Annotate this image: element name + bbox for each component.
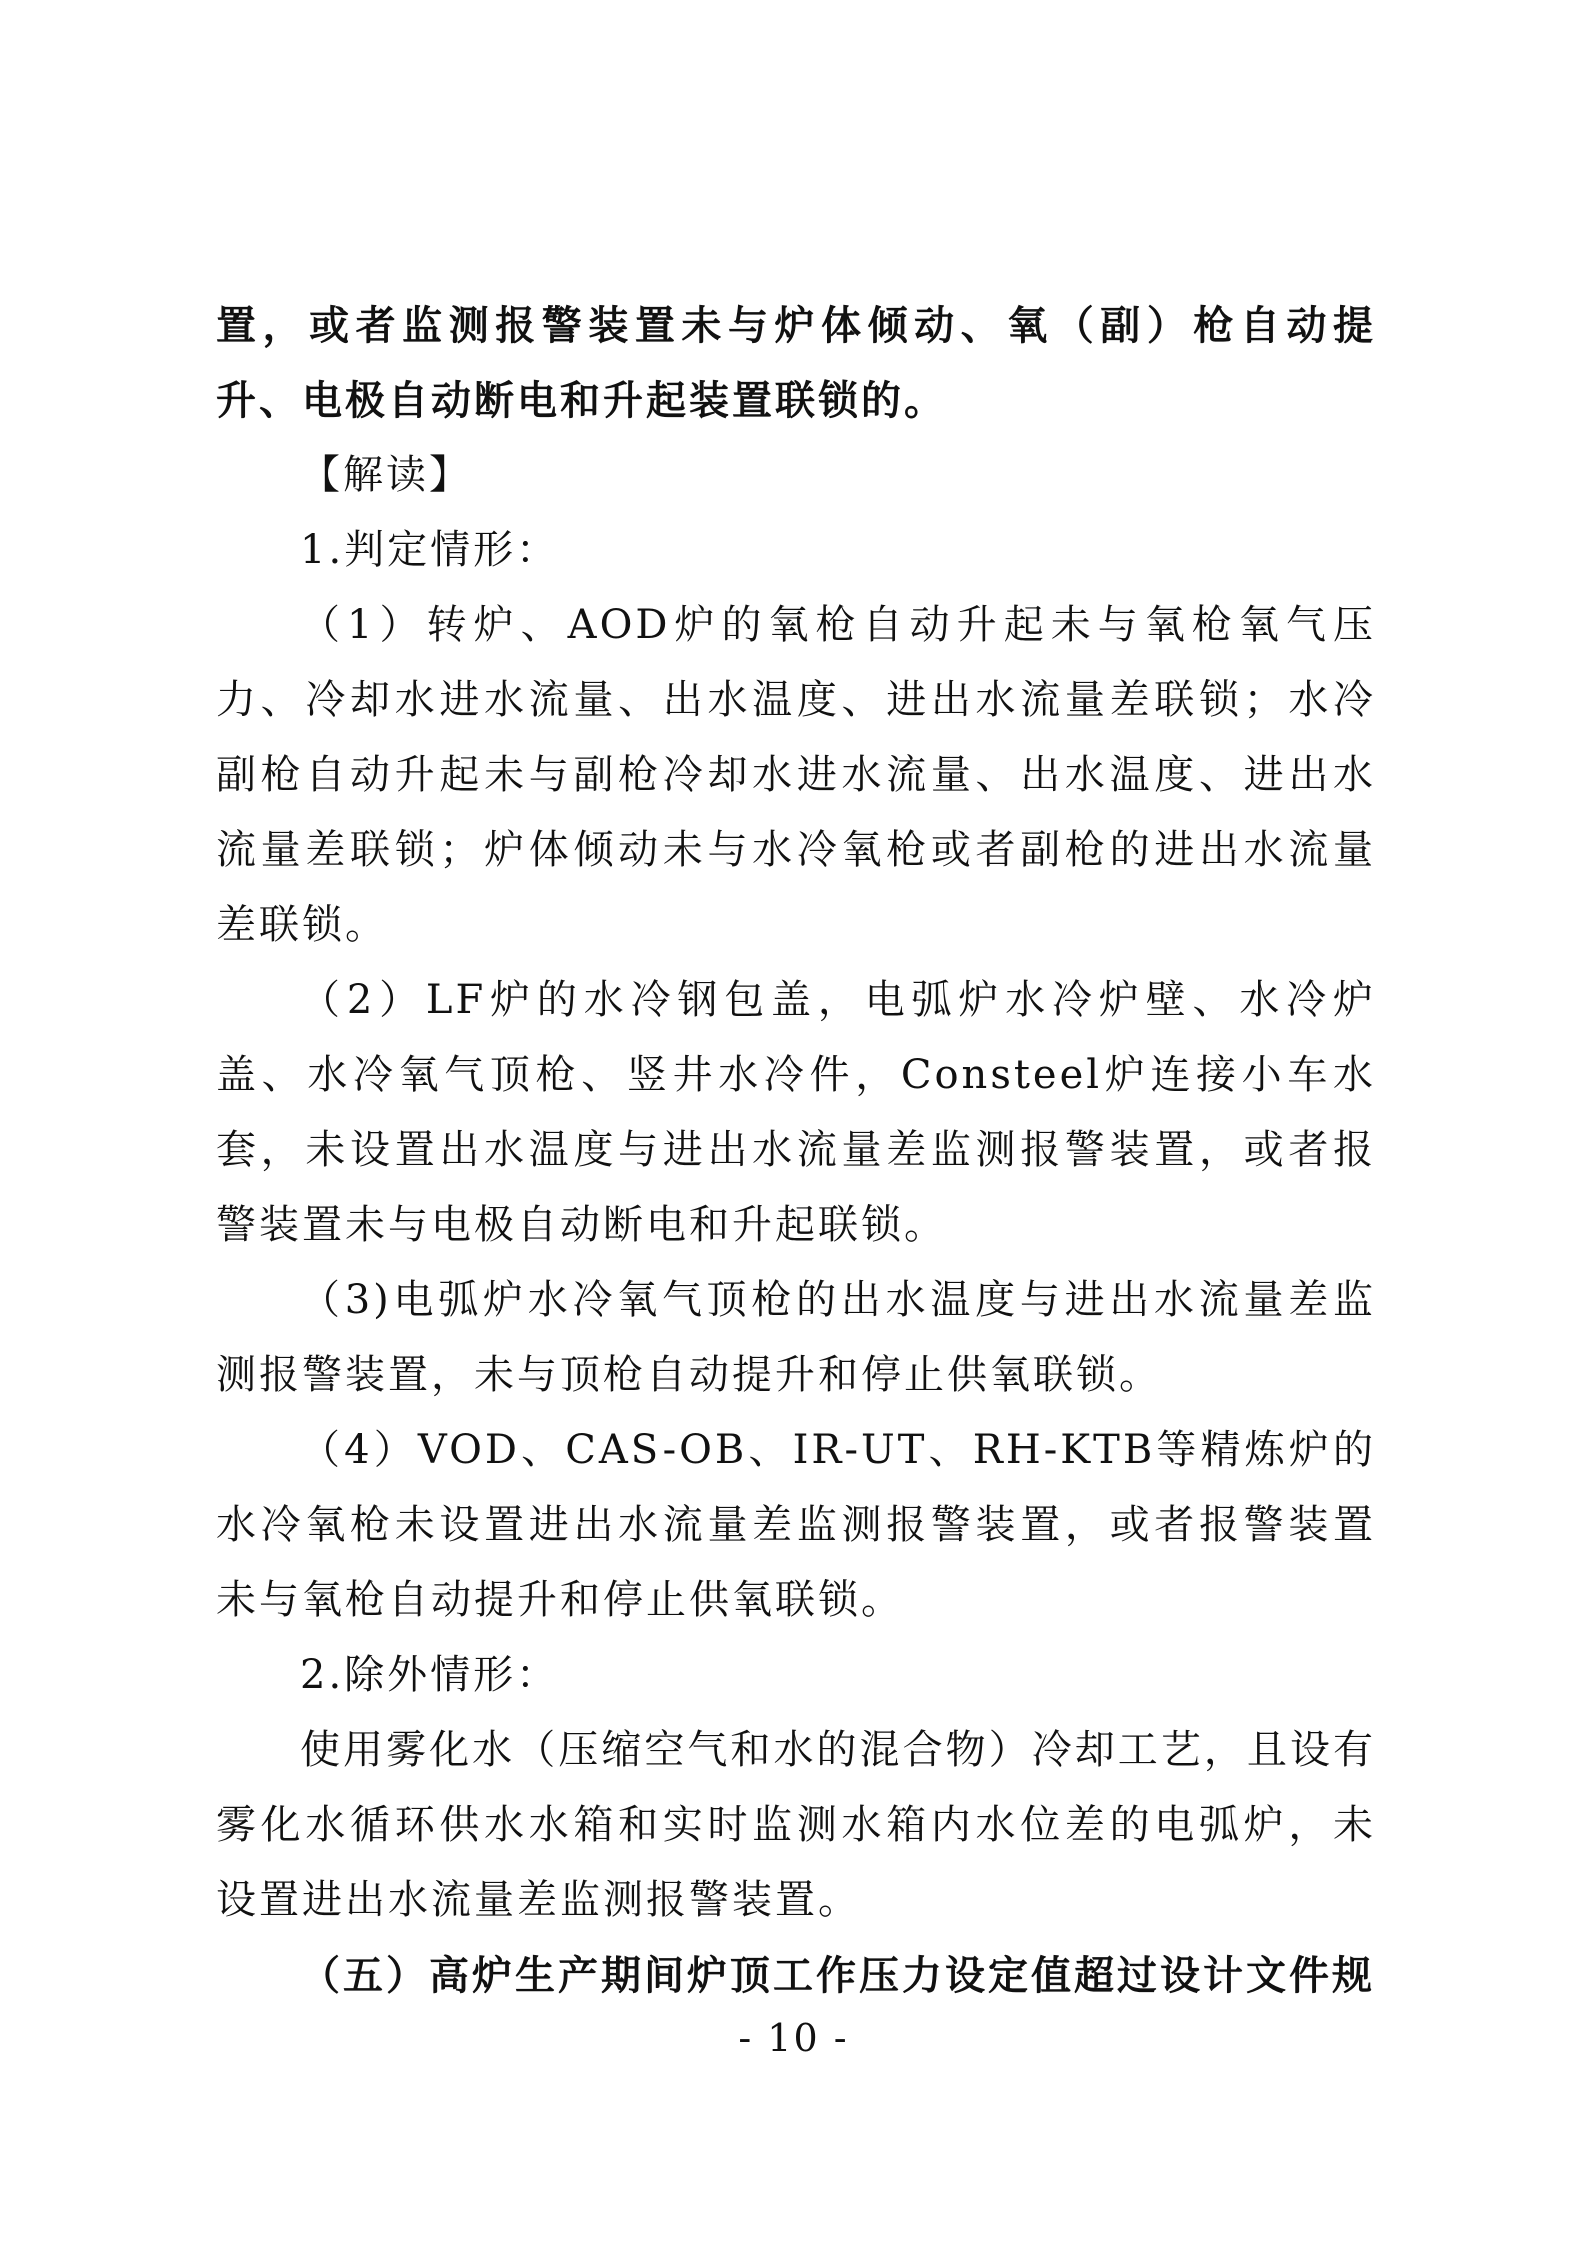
document-body — [216, 288, 1376, 2013]
paragraph-item-4: （4）VOD、CAS-OB、IR-UT、RH-KTB等精炼炉的水冷氧枪未设置进出水流量差监测报警装置，或者报警装置未与氧枪自动提升和停止供氧联锁。 — [216, 1427, 1376, 1623]
section-label-interpretation: 【解读】 — [300, 452, 472, 498]
paragraph-exclusion: 使用雾化水（压缩空气和水的混合物）冷却工艺，且设有雾化水循环供水水箱和实时监测水箱内水位差的电弧炉，未设置进出水流量差监测报警装置。 — [216, 1727, 1376, 1923]
subheading-determination: 1.判定情形： — [300, 527, 560, 573]
paragraph-continuation: 置，或者监测报警装置未与炉体倾动、氧（副）枪自动提升、电极自动断电和升起装置联锁的。 — [216, 302, 1376, 424]
page-number: - 10 - — [738, 2016, 849, 2060]
paragraph-item-3: （3)电弧炉水冷氧气顶枪的出水温度与进出水流量差监测报警装置，未与顶枪自动提升和停止供氧联锁。 — [216, 1277, 1376, 1398]
paragraph-item-1: （1）转炉、AOD炉的氧枪自动升起未与氧枪氧气压力、冷却水进水流量、出水温度、进出水流量差联锁；水冷副枪自动升起未与副枪冷却水进水流量、出水温度、进出水流量差联锁；炉体倾动未与水冷氧枪或者副枪的进出水流量差联锁。 — [216, 602, 1376, 948]
subheading-exclusion: 2.除外情形： — [300, 1652, 560, 1698]
section-heading-five: （五）高炉生产期间炉顶工作压力设定值超过设计文件规 — [300, 1952, 1375, 1999]
paragraph-item-2: （2）LF炉的水冷钢包盖，电弧炉水冷炉壁、水冷炉盖、水冷氧气顶枪、竖井水冷件，Consteel炉连接小车水套，未设置出水温度与进出水流量差监测报警装置，或者报警装置未与电极自动断电和升起联锁。 — [216, 977, 1376, 1248]
